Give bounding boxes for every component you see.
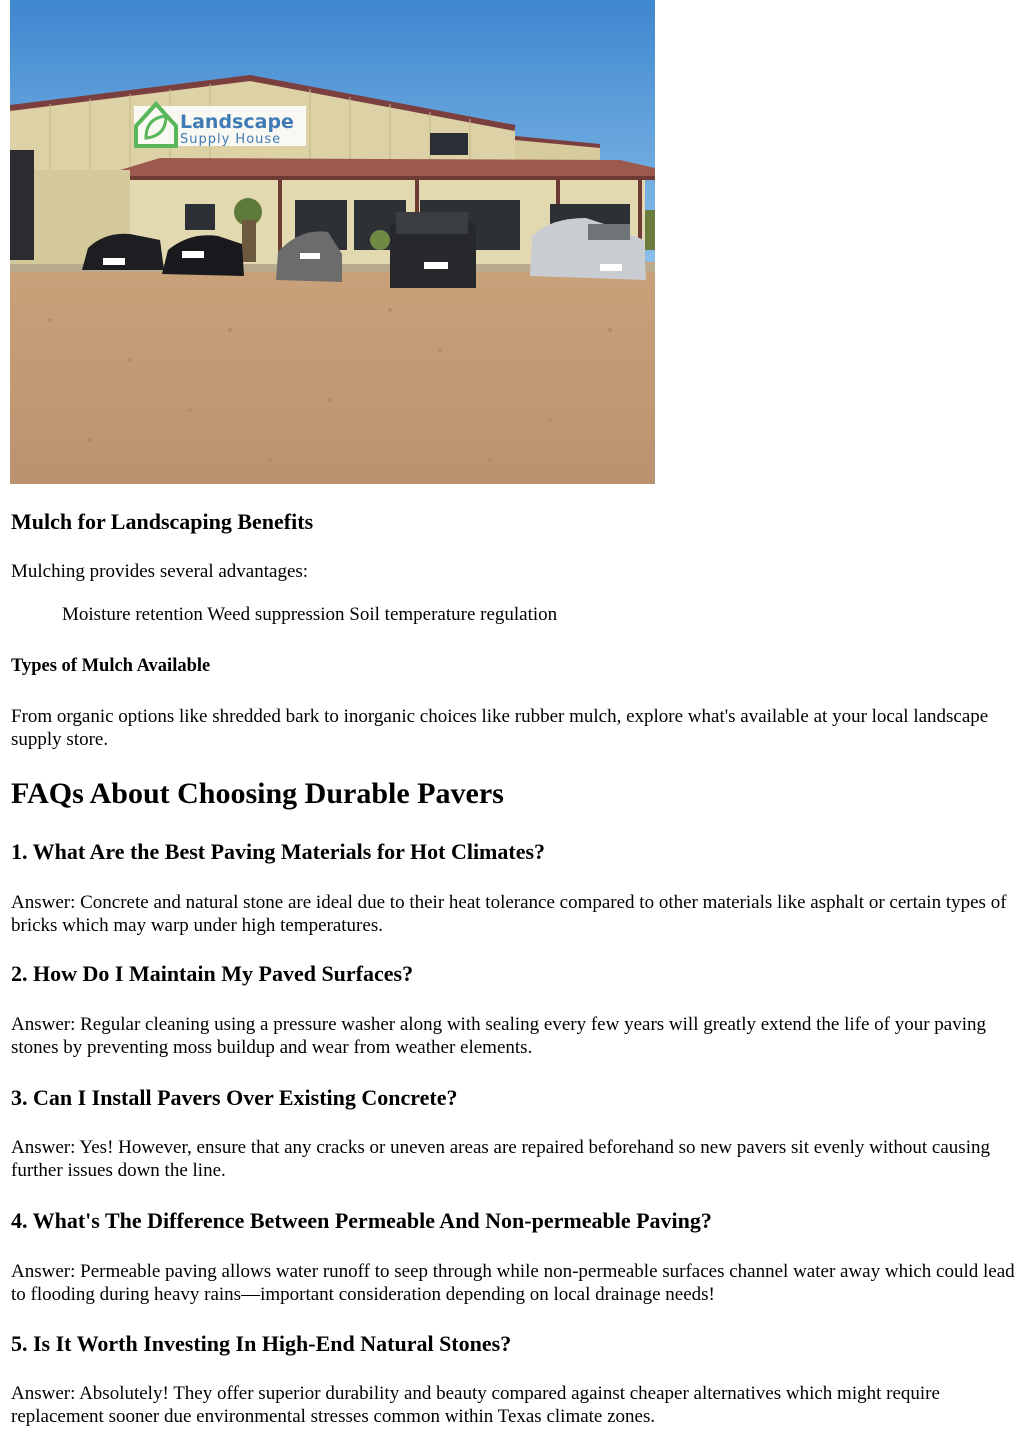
mulch-types-title: Types of Mulch Available: [11, 656, 211, 676]
faq-answer-2: Answer: Regular cleaning using a pressure washer along with sealing every few years will greatly extend the life of your paving stones by preventing moss buildup and wear from weather elements.: [11, 1014, 987, 1058]
mulch-types-text: From organic options like shredded bark to inorganic choices like rubber mulch, explore what's available at your local landscape supply store.: [11, 706, 989, 750]
faq-question-2: 2. How Do I Maintain My Paved Surfaces?: [11, 961, 414, 986]
faq-heading: FAQs About Choosing Durable Pavers: [11, 777, 504, 810]
logo-line1: Landscape: [180, 111, 294, 133]
mulch-benefits: Moisture retention Weed suppression Soil temperature regulation: [62, 604, 558, 625]
faq-question-1: 1. What Are the Best Paving Materials for Hot Climates?: [11, 839, 546, 864]
faq-question-5: 5. Is It Worth Investing In High-End Natural Stones?: [11, 1331, 512, 1356]
logo-line2: Supply House: [180, 132, 282, 147]
storefront-photo: [10, 0, 655, 484]
faq-answer-1: Answer: Concrete and natural stone are ideal due to their heat tolerance compared to other materials like asphalt or certain types of bricks which may warp under high temperatures.: [11, 892, 1007, 936]
faq-answer-4: Answer: Permeable paving allows water runoff to seep through while non-permeable surfaces channel water away which could lead to flooding during heavy rains—important consideration depending on local drainage needs!: [11, 1261, 1015, 1305]
store-logo: [134, 104, 306, 147]
mulch-section-title: Mulch for Landscaping Benefits: [11, 509, 314, 534]
mulch-intro: Mulching provides several advantages:: [11, 561, 309, 582]
faq-question-3: 3. Can I Install Pavers Over Existing Concrete?: [11, 1085, 458, 1110]
faq-answer-5: Answer: Absolutely! They offer superior durability and beauty compared against cheaper alternatives which might require replacement sooner due environmental stresses common within Texas climate zones.: [11, 1383, 940, 1427]
faq-answer-3: Answer: Yes! However, ensure that any cracks or uneven areas are repaired beforehand so new pavers sit evenly without causing further issues down the line.: [11, 1137, 990, 1181]
faq-question-4: 4. What's The Difference Between Permeable And Non-permeable Paving?: [11, 1208, 712, 1233]
